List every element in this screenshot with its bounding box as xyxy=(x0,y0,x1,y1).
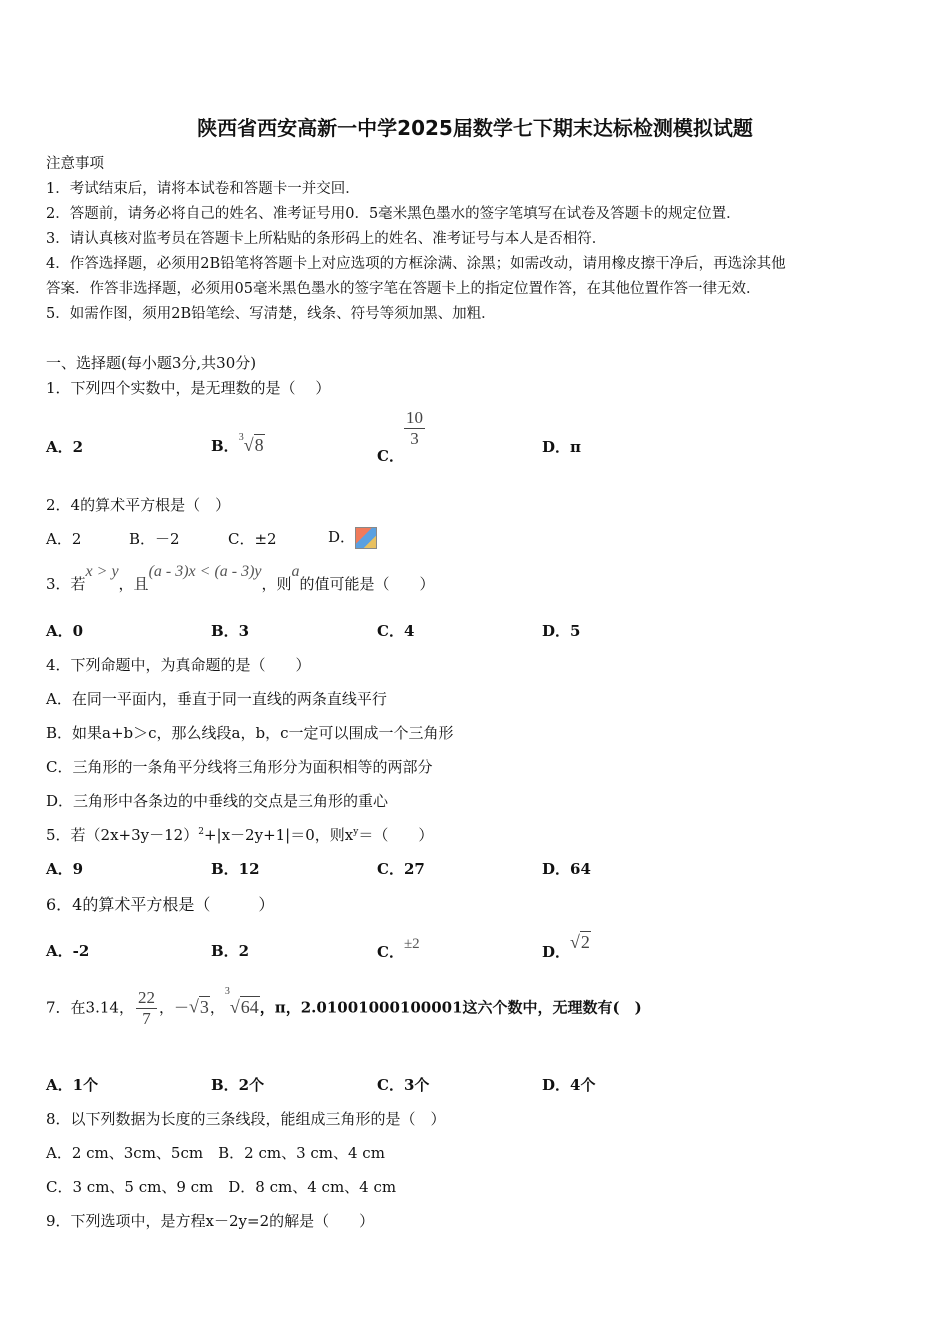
q5-option-d: D．64 xyxy=(542,860,591,878)
q8-stem: 8．以下列数据为长度的三条线段，能组成三角形的是（ ） xyxy=(46,1110,446,1128)
q5-option-a: A．9 xyxy=(46,860,84,878)
q4-option-a: A．在同一平面内，垂直于同一直线的两条直线平行 xyxy=(46,690,387,708)
q6-option-c: C．±2 xyxy=(377,936,420,961)
q7-option-d: D．4个 xyxy=(542,1076,596,1094)
q5-option-c: C．27 xyxy=(377,860,425,878)
q2-option-c: C．±2 xyxy=(228,530,277,548)
q3-option-b: B．3 xyxy=(211,622,250,640)
q1-stem: 1．下列四个实数中，是无理数的是（ ） xyxy=(46,379,331,397)
q6-option-d: D．√2 xyxy=(542,932,590,961)
q4-option-b: B．如果a+b＞c，那么线段a，b，c一定可以围成一个三角形 xyxy=(46,724,454,742)
q9-stem: 9．下列选项中，是方程x－2y=2的解是（ ） xyxy=(46,1212,375,1230)
note-item: 4．作答选择题，必须用2B铅笔将答题卡上对应选项的方框涂满、涂黑；如需改动，请用橡皮擦干净后，再选涂其他 xyxy=(46,256,786,272)
q3-option-d: D．5 xyxy=(542,622,581,640)
q5-stem: 5．若$(2x+3y-12)^2+|x-2y+1|=0$，则$x^y=$（ ） xyxy=(46,826,434,844)
q4-option-d: D．三角形中各条边的中垂线的交点是三角形的重心 xyxy=(46,792,389,810)
note-item: 答案．作答非选择题，必须用05毫米黑色墨水的签字笔在答题卡上的指定位置作答，在其他位置作答一律无效． xyxy=(46,281,761,297)
q3-option-c: C．4 xyxy=(377,622,415,640)
q2-option-a: A．2 xyxy=(46,530,82,548)
q4-option-c: C．三角形的一条角平分线将三角形分为面积相等的两部分 xyxy=(46,758,433,776)
q8-options-row2: C．3 cm、5 cm、9 cm D．8 cm、4 cm、4 cm xyxy=(46,1178,397,1196)
q1-option-d: D．π xyxy=(542,438,581,456)
q1-option-c: C． $\frac{10}{3}$ xyxy=(377,408,423,465)
q2-option-d: D． xyxy=(328,526,377,549)
q4-stem: 4．下列命题中，为真命题的是（ ） xyxy=(46,656,311,674)
q7-option-c: C．3个 xyxy=(377,1076,430,1094)
note-item: 1．考试结束后，请将本试卷和答题卡一并交回． xyxy=(46,181,360,197)
note-item: 2．答题前，请务必将自己的姓名、准考证号用0．5毫米黑色墨水的签字笔填写在试卷及答题卡的规定位置． xyxy=(46,206,741,222)
q6-option-a: A．-2 xyxy=(46,942,90,960)
q7-option-a: A．1个 xyxy=(46,1076,99,1094)
notes-heading: 注意事项 xyxy=(46,156,104,172)
section-heading: 一、选择题(每小题3分,共30分) xyxy=(46,354,257,372)
q3-stem: 3．若x > y，且(a - 3)x < (a - 3)y，则a的值可能是（ ） xyxy=(46,563,435,593)
broken-image-icon xyxy=(355,527,377,549)
note-item: 3．请认真核对监考员在答题卡上所粘贴的条形码上的姓名、准考证号与本人是否相符． xyxy=(46,231,607,247)
note-item: 5．如需作图，须用2B铅笔绘、写清楚，线条、符号等须加黑、加粗． xyxy=(46,306,496,322)
page-title: 陕西省西安高新一中学2025届数学七下期末达标检测模拟试题 xyxy=(197,116,753,140)
q8-options-row1: A．2 cm、3cm、5cm B．2 cm、3 cm、4 cm xyxy=(46,1144,385,1162)
q2-option-b: B．－2 xyxy=(129,530,180,548)
q5-option-b: B．12 xyxy=(211,860,260,878)
q6-stem: 6．4的算术平方根是（ ） xyxy=(46,895,275,914)
q7-option-b: B．2个 xyxy=(211,1076,265,1094)
q3-option-a: A．0 xyxy=(46,622,84,640)
q7-stem: 7．在3.14， $\frac{22}{7}$ ，－√3，$^3$√64，π，2.01001000100001这六个数中，无理数有( ) xyxy=(46,986,642,1028)
q6-option-b: B．2 xyxy=(211,942,250,960)
q1-option-a: A．2 xyxy=(46,438,84,456)
q1-option-b: B．$^3$√8 xyxy=(211,432,264,455)
q2-stem: 2．4的算术平方根是（ ） xyxy=(46,496,231,514)
